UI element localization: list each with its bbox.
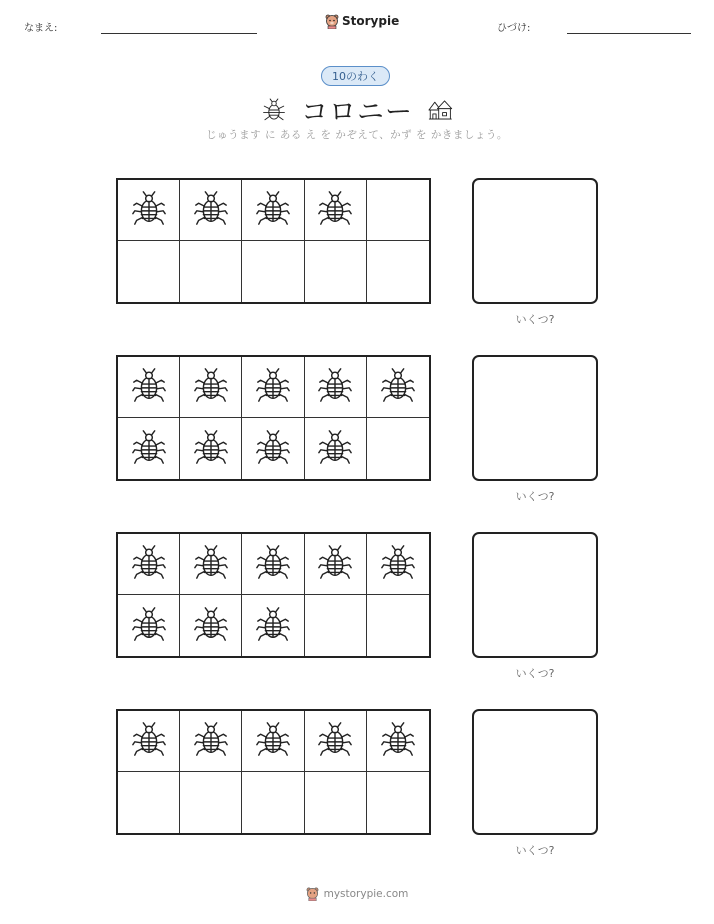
bug-icon: [379, 542, 417, 586]
frame-cell: [118, 357, 180, 418]
frame-cell: [118, 241, 180, 302]
answer-label: いくつ?: [515, 490, 555, 503]
page-title: コロニー: [301, 97, 413, 128]
bug-icon: [316, 188, 354, 232]
ten-frame: [116, 178, 431, 304]
bug-icon: [130, 719, 168, 763]
name-field-line[interactable]: [101, 33, 257, 34]
frame-cell: [118, 534, 180, 595]
bug-icon: [379, 365, 417, 409]
bug-icon: [130, 604, 168, 648]
frame-cell: [118, 418, 180, 479]
brand-name: Storypie: [342, 14, 400, 28]
frame-cell: [367, 595, 429, 656]
bug-icon: [261, 97, 287, 123]
ten-frame-badge: 10のわく: [321, 66, 390, 86]
frame-cell: [242, 418, 304, 479]
bear-mascot-icon: [306, 886, 319, 901]
house-icon: [427, 98, 453, 122]
bug-icon: [254, 365, 292, 409]
bug-icon: [316, 542, 354, 586]
frame-cell: [367, 241, 429, 302]
frame-cell: [367, 357, 429, 418]
frame-cell: [118, 772, 180, 833]
bug-icon: [130, 365, 168, 409]
answer-label: いくつ?: [515, 667, 555, 680]
answer-box[interactable]: [472, 178, 598, 304]
frame-cell: [367, 711, 429, 772]
bug-icon: [130, 542, 168, 586]
date-label: ひづけ:: [497, 23, 531, 34]
bug-icon: [379, 719, 417, 763]
footer-url: mystorypie.com: [323, 887, 409, 900]
frame-cell: [367, 418, 429, 479]
frame-cell: [305, 772, 367, 833]
frame-cell: [367, 772, 429, 833]
bug-icon: [192, 427, 230, 471]
frame-cell: [305, 711, 367, 772]
bug-icon: [316, 719, 354, 763]
bug-icon: [192, 719, 230, 763]
frame-cell: [305, 241, 367, 302]
answer-box[interactable]: [472, 709, 598, 835]
frame-cell: [180, 772, 242, 833]
bug-icon: [192, 188, 230, 232]
frame-cell: [305, 534, 367, 595]
brand-logo: [325, 13, 399, 29]
date-field-line[interactable]: [567, 33, 691, 34]
frame-cell: [118, 711, 180, 772]
title-row: [0, 90, 714, 129]
bug-icon: [316, 365, 354, 409]
frame-cell: [305, 595, 367, 656]
bug-icon: [254, 427, 292, 471]
bug-icon: [192, 542, 230, 586]
bug-icon: [254, 604, 292, 648]
frame-cell: [180, 711, 242, 772]
bug-icon: [130, 188, 168, 232]
frame-cell: [242, 534, 304, 595]
frame-cell: [305, 357, 367, 418]
ten-frame: [116, 355, 431, 481]
answer-box[interactable]: [472, 532, 598, 658]
instruction-text: じゅうます に ある え を かぞえて、かず を かきましょう。: [206, 129, 508, 141]
bear-mascot-icon: [325, 13, 339, 29]
bug-icon: [254, 188, 292, 232]
frame-cell: [242, 711, 304, 772]
frame-cell: [180, 418, 242, 479]
bug-icon: [130, 427, 168, 471]
frame-cell: [367, 180, 429, 241]
ten-frame: [116, 709, 431, 835]
frame-cell: [180, 357, 242, 418]
answer-box[interactable]: [472, 355, 598, 481]
frame-cell: [242, 241, 304, 302]
frame-cell: [180, 241, 242, 302]
answer-label: いくつ?: [515, 844, 555, 857]
name-label: なまえ:: [24, 23, 58, 34]
frame-cell: [118, 180, 180, 241]
frame-cell: [305, 418, 367, 479]
bug-icon: [254, 542, 292, 586]
footer: [0, 886, 714, 901]
ten-frame: [116, 532, 431, 658]
frame-cell: [242, 357, 304, 418]
frame-cell: [180, 595, 242, 656]
bug-icon: [192, 604, 230, 648]
frame-cell: [242, 772, 304, 833]
bug-icon: [192, 365, 230, 409]
frame-cell: [180, 180, 242, 241]
frame-cell: [118, 595, 180, 656]
bug-icon: [316, 427, 354, 471]
frame-cell: [180, 534, 242, 595]
bug-icon: [254, 719, 292, 763]
frame-cell: [242, 180, 304, 241]
frame-cell: [305, 180, 367, 241]
frame-cell: [367, 534, 429, 595]
frame-cell: [242, 595, 304, 656]
answer-label: いくつ?: [515, 313, 555, 326]
